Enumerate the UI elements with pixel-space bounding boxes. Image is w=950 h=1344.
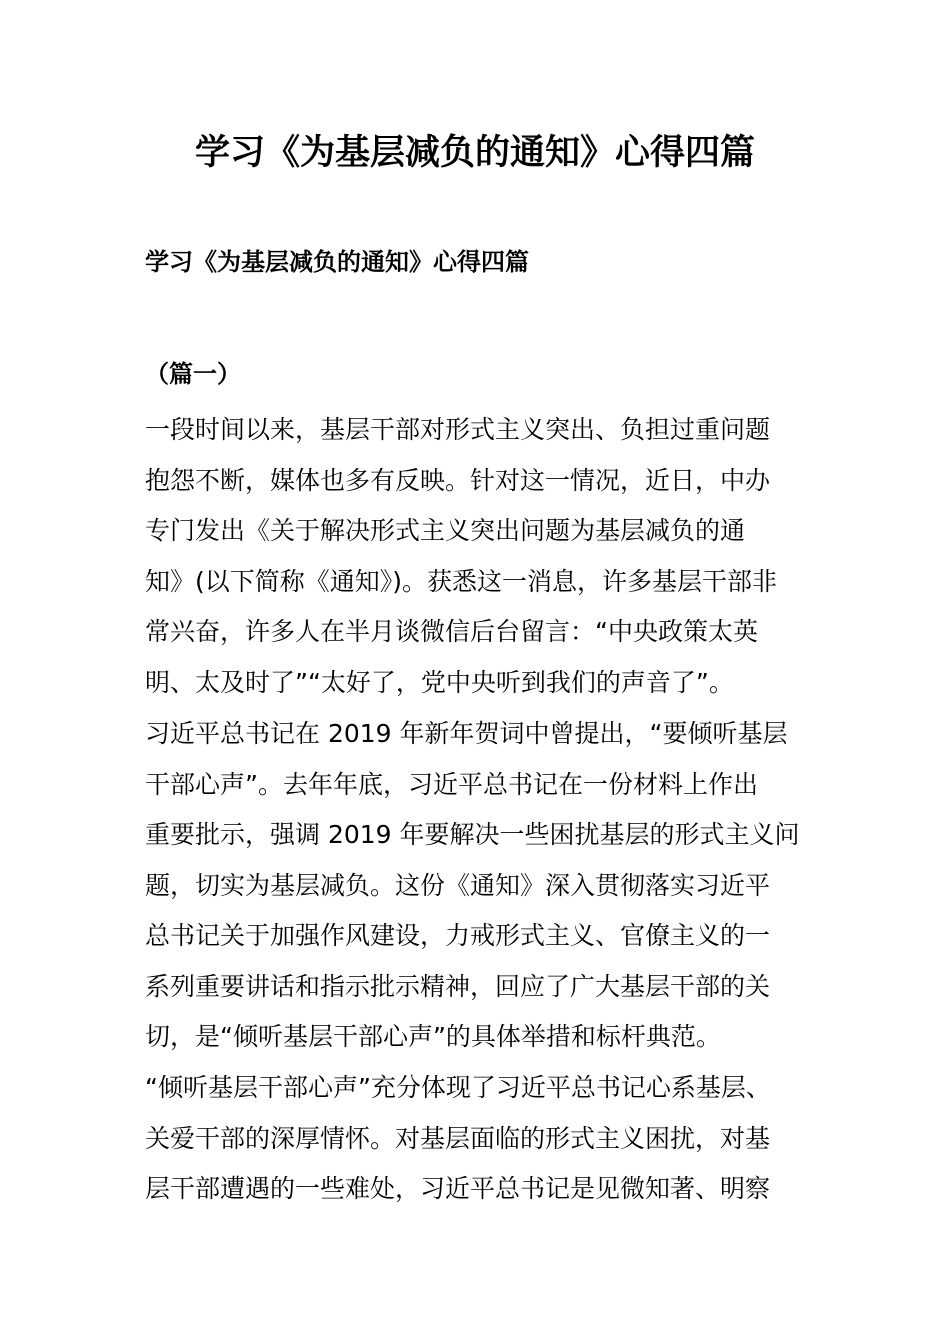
paragraph-line: 明、太及时了”“太好了，党中央听到我们的声音了”。 <box>145 667 734 697</box>
paragraph-1 <box>145 405 777 708</box>
paragraph-line: 系列重要讲话和指示批示精神，回应了广大基层干部的关 <box>145 971 771 1001</box>
paragraph-line: 常兴奋，许多人在半月谈微信后台留言：“中央政策太英 <box>145 617 758 646</box>
section-heading: （篇一） <box>145 360 241 388</box>
paragraph-2 <box>145 709 800 1063</box>
paragraph-line: “倾听基层干部心声”充分体现了习近平总书记心系基层、 <box>145 1073 771 1102</box>
paragraph-line: 题，切实为基层减负。这份《通知》深入贯彻落实习近平 <box>145 870 771 900</box>
paragraph-line: 专门发出《关于解决形式主义突出问题为基层减负的通 <box>145 516 746 545</box>
paragraph-line: 干部心声”。去年年底，习近平总书记在一份材料上作出 <box>145 769 758 799</box>
document-subtitle: 学习《为基层减负的通知》心得四篇 <box>145 248 529 276</box>
document-title: 学习《为基层减负的通知》心得四篇 <box>194 133 755 173</box>
paragraph-line: 习近平总书记在 2019 年新年贺词中曾提出，“要倾听基层 <box>145 719 788 748</box>
paragraph-3 <box>145 1063 771 1215</box>
paragraph-line: 切，是“倾听基层干部心声”的具体举措和标杆典范。 <box>145 1022 721 1051</box>
paragraph-line: 关爱干部的深厚情怀。对基层面临的形式主义困扰，对基 <box>145 1123 771 1153</box>
paragraph-line: 知》(以下简称《通知》)。获悉这一消息，许多基层干部非 <box>145 566 778 596</box>
paragraph-line: 层干部遭遇的一些难处，习近平总书记是见微知著、明察 <box>145 1174 771 1203</box>
paragraph-line: 抱怨不断，媒体也多有反映。针对这一情况，近日，中办 <box>145 465 771 495</box>
paragraph-line: 一段时间以来，基层干部对形式主义突出、负担过重问题 <box>145 415 771 444</box>
paragraph-line: 总书记关于加强作风建设，力戒形式主义、官僚主义的一 <box>145 921 771 950</box>
paragraph-line: 重要批示，强调 2019 年要解决一些困扰基层的形式主义问 <box>145 820 800 849</box>
